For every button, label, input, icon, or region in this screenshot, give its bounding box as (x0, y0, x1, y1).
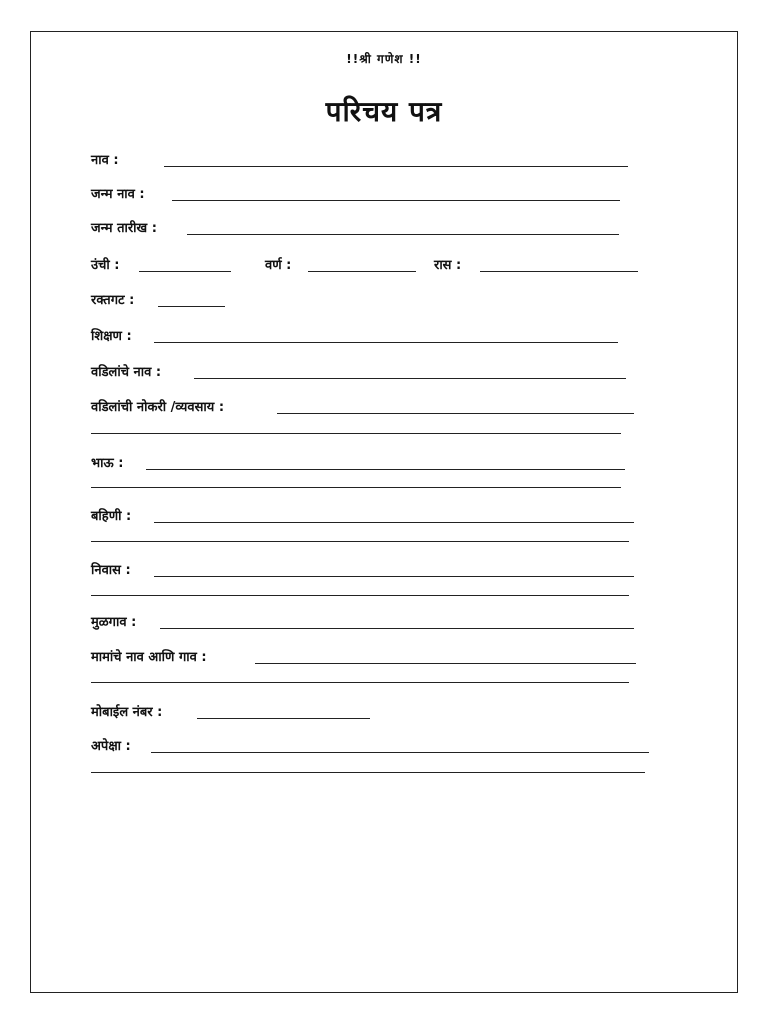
name-field[interactable] (164, 166, 628, 167)
brother-field[interactable] (146, 469, 625, 470)
rashi-label: रास : (434, 258, 462, 273)
birth-date-label: जन्म तारीख : (91, 221, 157, 236)
complexion-field[interactable] (308, 271, 416, 272)
father-name-field[interactable] (194, 378, 626, 379)
residence-label: निवास : (91, 563, 131, 578)
invocation-text: !!श्री गणेश !! (346, 52, 422, 66)
father-occupation-line-2[interactable] (91, 433, 621, 434)
birth-name-label: जन्म नाव : (91, 187, 145, 202)
maternal-uncle-line-2[interactable] (91, 682, 629, 683)
native-place-field[interactable] (160, 628, 634, 629)
blood-group-label: रक्तगट : (91, 293, 135, 308)
height-complexion-row (91, 255, 691, 277)
expectations-label: अपेक्षा : (91, 739, 131, 754)
expectations-field[interactable] (151, 752, 649, 753)
maternal-uncle-label: मामांचे नाव आणि गाव : (91, 650, 207, 665)
mobile-field[interactable] (197, 718, 370, 719)
birth-date-field[interactable] (187, 234, 619, 235)
height-label: उंची : (91, 258, 120, 273)
page-title: परिचय पत्र (325, 95, 443, 128)
native-place-label: मुळगाव : (91, 615, 137, 630)
father-name-label: वडिलांचे नाव : (91, 365, 162, 380)
mobile-label: मोबाईल नंबर : (91, 705, 163, 720)
birth-name-field[interactable] (172, 200, 620, 201)
sister-label: बहिणी : (91, 509, 132, 524)
education-label: शिक्षण : (91, 329, 132, 344)
father-occupation-field[interactable] (277, 413, 634, 414)
blood-group-field[interactable] (158, 306, 225, 307)
brother-label: भाऊ : (91, 456, 124, 471)
brother-line-2[interactable] (91, 487, 621, 488)
maternal-uncle-field[interactable] (255, 663, 636, 664)
residence-line-2[interactable] (91, 595, 629, 596)
residence-field[interactable] (154, 576, 634, 577)
complexion-label: वर्ण : (265, 258, 292, 273)
sister-line-2[interactable] (91, 541, 629, 542)
rashi-field[interactable] (480, 271, 638, 272)
expectations-line-2[interactable] (91, 772, 645, 773)
name-label: नाव : (91, 153, 119, 168)
form-page (30, 31, 738, 993)
sister-field[interactable] (154, 522, 634, 523)
father-occupation-label: वडिलांची नोकरी /व्यवसाय : (91, 400, 225, 415)
height-field[interactable] (139, 271, 231, 272)
education-field[interactable] (154, 342, 618, 343)
